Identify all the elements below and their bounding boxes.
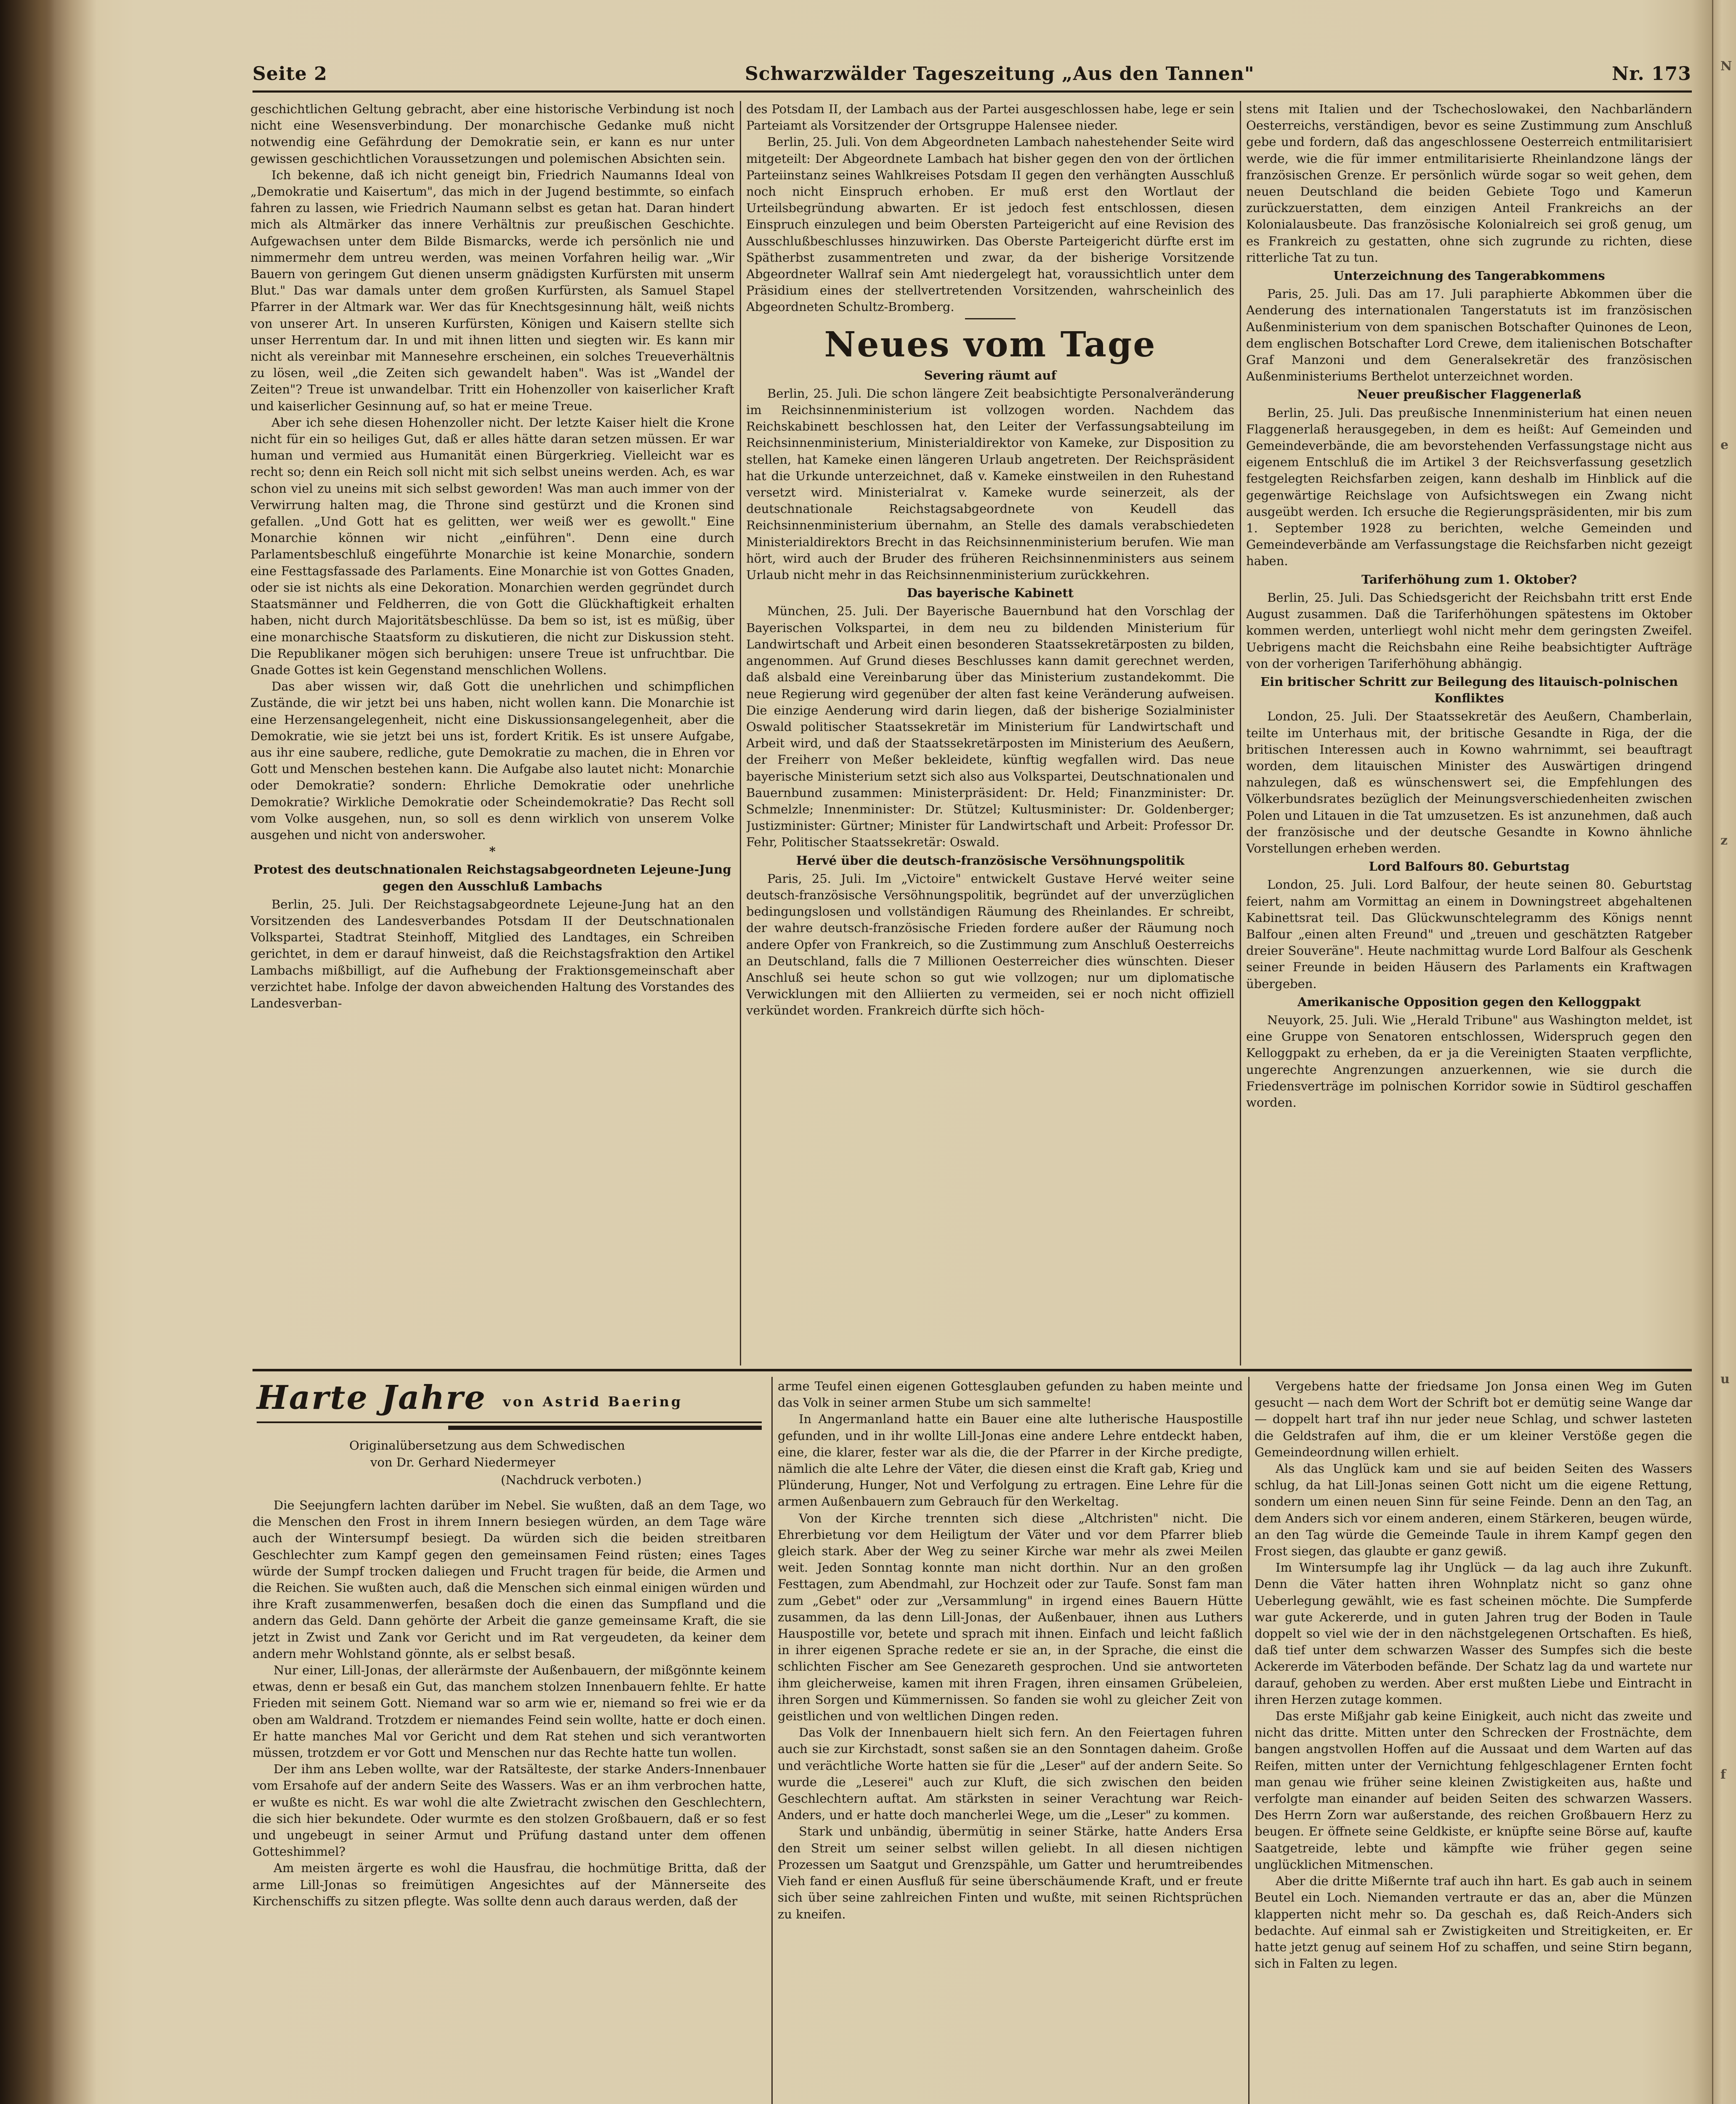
paragraph: Berlin, 25. Juli. Der Reichstagsabgeordnete Lejeune-Jung hat an den Vorsitzenden des Landesverbandes Potsdam II der Deutschnationalen Volkspartei, Stadtrat Steinhoff, Mitglied des Landtages, ein Schreiben gerichtet, in dem er darauf hinweist, daß die Reichstagsfraktion den Artikel Lambachs mißbilligt, auf die Aufhebung der Fraktionsgemeinschaft aber verzichtet habe. Infolge der davon abweichenden Haltung des Vorstandes des Landesverban- (250, 897, 734, 1010)
paragraph: Der ihm ans Leben wollte, war der Ratsälteste, der starke Anders-Innenbauer vom Ersahofe auf der andern Seite des Wassers. Was er an ihm verbrochen hatte, er wußte es nicht. Es war wohl die alte Zwietracht zwischen den Geschlechtern, die sich hier bekundete. Oder wurmte es den stolzen Großbauern, daß er so fest und ungebeugt in seiner Armut und Prüfung dastand unter dem offenen Gotteshimmel? (253, 1762, 766, 1859)
paragraph: Paris, 25. Juli. Im „Victoire" entwickelt Gustave Hervé weiter seine deutsch-französische Versöhnungspolitik, begründet auf der unverzüglichen bedingungslosen und vollständigen Räumung des Rheinlandes. Er schreibt, der wahre deutsch-französische Frieden fordere außer der Räumung noch andere Opfer von Frankreich, so die Zustimmung zum Anschluß Oesterreichs an Deutschland, falls die 7 Millionen Oesterreicher dies wünschten. Dieser Anschluß sei heute schon so gut wie vollzogen; nur um diplomatische Verwicklungen mit den Alliierten zu vermeiden, sei er noch nicht offiziell verkündet worden. Frankreich dürfte sich höch- (746, 871, 1234, 1018)
article-headline: Hervé über die deutsch-französische Versöhnungspolitik (796, 853, 1185, 868)
column-3 (1246, 101, 1692, 1365)
adjacent-page-glyph: f (1720, 1767, 1726, 1782)
section-rule (965, 318, 1016, 319)
paragraph: stens mit Italien und der Tschechoslowakei, den Nachbarländern Oesterreichs, verständigen, bevor es seine Zustimmung zum Anschluß gebe und fordern, daß das angeschlossene Oesterreich entmilitarisiert werde, wie die für immer entmilitarisierte Rheinlandzone längs der französischen Grenze. Er persönlich würde sogar so weit gehen, dem neuen Deutschland die beiden Gebiete Togo und Kamerun zurückzuerstatten, dem einzigen Anteil Frankreichs an der Kolonialausbeute. Das französische Kolonialreich sei groß genug, um es Frankreich zu gestatten, ohne sich zugrunde zu richten, diese ritterliche Tat zu tun. (1246, 102, 1692, 265)
separator-star: * (489, 844, 496, 859)
adjacent-page-glyph: u (1720, 1372, 1730, 1387)
section-title: Neues vom Tage (824, 324, 1156, 365)
column-1 (250, 101, 734, 1365)
article-headline: Unterzeichnung des Tangerabkommens (1333, 268, 1605, 283)
story-subtitle: Originalübersetzung aus dem Schwedischen (349, 1438, 625, 1453)
paragraph: Neuyork, 25. Juli. Wie „Herald Tribune" aus Washington meldet, ist eine Gruppe von Senatoren entschlossen, Widerspruch gegen den Kelloggpakt zu erheben, da er ja die Vereinigten Staaten verpflichte, ungerechte Angrenzungen anzuerkennen, wie sie durch die Friedensverträge im polnischen Korridor sowie in Südtirol geschaffen worden. (1246, 1012, 1692, 1110)
paragraph: Das Volk der Innenbauern hielt sich fern. An den Feiertagen fuhren auch sie zur Kirchstadt, sonst saßen sie an den Sonntagen daheim. Große und verächtliche Worte hatten sie für die „Leser" auf der andern Seite. So wurde die „Leserei" auch zur Kluft, die sich zwischen den beiden Geschlechtern auftat. Am stärksten in seiner Verachtung war Reich-Anders, und er hatte doch mancherlei Wege, um die „Leser" zu kommen. (778, 1725, 1243, 1822)
paragraph: London, 25. Juli. Der Staatssekretär des Aeußern, Chamberlain, teilte im Unterhaus mit, der britische Gesandte in Riga, der die britischen Interessen auch in Kowno wahrnimmt, sei beauftragt worden, dem litauischen Minister des Auswärtigen dringend nahzulegen, daß es wünschenswert sei, die Empfehlungen des Völkerbundsrates bezüglich der Meinungsverschiedenheiten zwischen Polen und Litauen in die Tat umzusetzen. Es ist anzunehmen, daß auch der französische und der deutsche Gesandte in Kowno ähnliche Vorstellungen erheben werden. (1246, 709, 1692, 855)
book-spine (0, 0, 55, 2104)
adjacent-page-glyph: e (1720, 438, 1729, 452)
column-divider (740, 101, 741, 1365)
paragraph: Aber die dritte Mißernte traf auch ihn hart. Es gab auch in seinem Beutel ein Loch. Niemanden vertraute er das an, aber die Münzen klapperten nicht mehr so. Da geschah es, daß Reich-Anders sich bedachte. Auf einmal sah er Zwistigkeiten und Streitigkeiten, er. Er hatte jetzt genug auf seinem Hof zu schaffen, und seine Stirn begann, sich in Falten zu legen. (1255, 1874, 1692, 1971)
story-author: von Astrid Baering (503, 1394, 683, 1410)
column-divider (1240, 101, 1241, 1365)
paragraph: des Potsdam II, der Lambach aus der Partei ausgeschlossen habe, lege er sein Parteiamt als Vorsitzender der Ortsgruppe Halensee nieder. (746, 102, 1234, 133)
story-column-3 (1255, 1378, 1692, 2104)
paragraph: Vergebens hatte der friedsame Jon Jonsa einen Weg im Guten gesucht — nach dem Wort der Schrift bot er demütig seine Wange dar — doppelt hart traf ihn nur jeder neue Schlag, und schwer lasteten die Geldstrafen auf ihm, die er um kleiner Verstöße gegen die Gemeindeordnung willen erhielt. (1255, 1379, 1692, 1459)
article-headline: Tariferhöhung zum 1. Oktober? (1361, 572, 1577, 587)
paragraph: Berlin, 25. Juli. Das Schiedsgericht der Reichsbahn tritt erst Ende August zusammen. Daß die Tariferhöhungen spätestens im Oktober kommen werden, unterliegt wohl nicht mehr dem geringsten Zweifel. Uebrigens macht die Reichsbahn eine Reihe beabsichtigter Aufträge von der vorherigen Tariferhöhung abhängig. (1246, 590, 1692, 671)
paragraph: Von der Kirche trennten sich diese „Altchristen" nicht. Die Ehrerbietung vor dem Heiligtum der Väter und vor dem Pfarrer blieb gleich stark. Aber der Weg zu seiner Kirche war mehr als zwei Meilen weit. Jeden Sonntag konnte man nicht dorthin. Nur an den großen Festtagen, zum Abendmahl, zur Hochzeit oder zur Taufe. Sonst fam man zum „Gebet" oder zur „Versammlung" in irgend eines Bauern Hütte zusammen, da las denn Lill-Jonas, der Außenbauer, ihnen aus Luthers Hauspostille vor, betete und sprach mit ihnen. Einfach und leicht faßlich in ihrer eigenen Sprache redete er sie an, in der Sprache, die einst die schlichten Fischer am See Genezareth gesprochen. Und sie antworteten ihm gleicherweise, kamen mit ihren Fragen, ihren einsamen Grübeleien, ihren Sorgen und Kümmernissen. So fanden sie wohl zu gleicher Zeit von geistlichen und von weltlichen Dingen reden. (778, 1511, 1243, 1724)
paragraph: In Angermanland hatte ein Bauer eine alte lutherische Hauspostille gefunden, und in ihr wollte Lill-Jonas eine andere Lehre entdeckt haben, eine, die klarer, fester war als die, die der Pfarrer in der Kirche predigte, nämlich die alte Lehre der Väter, die diesen einst die Kraft gab, Krieg und Plünderung, Hunger, Not und Verfolgung zu ertragen. Eine Lehre für die armen Außenbauern zum Gebrauch für den Werkeltag. (778, 1412, 1243, 1509)
column-divider (771, 1377, 773, 2104)
story-column-1 (253, 1497, 766, 2104)
paragraph: Ich bekenne, daß ich nicht geneigt bin, Friedrich Naumanns Ideal von „Demokratie und Kaisertum", das mich in der Jugend bestimmte, so einfach fahren zu lassen, wie Friedrich Naumann selbst es getan hat. Daran hindert mich als Altmärker das innere Verhältnis zur preußischen Geschichte. Aufgewachsen unter dem Bilde Bismarcks, werde ich persönlich nie und nimmermehr dem untreu werden, was meinen Vorfahren heilig war. „Wir Bauern von geringem Gut dienen unserm gnädigsten Kurfürsten mit unserm Blut." Das war damals unter dem großen Kurfürsten, als Samuel Stapel Pfarrer in der Altmark war. Wer das für Knechtsgesinnung hält, weiß nichts von unserer Art. In unseren Kurfürsten, Königen und Kaisern stellte sich unser Herrentum dar. In und mit ihnen litten und siegten wir. Es kann mir nicht als vereinbar mit Mannesehre erscheinen, ein solches Treueverhältnis zu lösen, weil „die Zeiten sich gewandelt haben". Was ist „Wandel der Zeiten"? Treue ist unwandelbar. Tritt ein Hohenzoller von kaiserlicher Kraft und kaiserlicher Gesinnung auf, so hat er meine Treue. (250, 167, 734, 413)
story-translator: von Dr. Gerhard Niedermeyer (370, 1455, 556, 1469)
adjacent-page-edge (1712, 0, 1736, 2104)
paragraph: arme Teufel einen eigenen Gottesglauben gefunden zu haben meinte und das Volk in seiner armen Stube um sich sammelte! (778, 1379, 1243, 1410)
title-rule (257, 1421, 762, 1423)
newspaper-page (55, 0, 1712, 2104)
issue-number: Nr. 173 (1612, 63, 1691, 85)
paragraph: Am meisten ärgerte es wohl die Hausfrau, die hochmütige Britta, daß der arme Lill-Jonas so freimütigen Angesichtes auf der Männerseite des Kirchenschiffs zu sitzen pflegte. Was sollte denn auch daraus werden, daß der (253, 1861, 766, 1908)
paragraph: Berlin, 25. Juli. Das preußische Innenministerium hat einen neuen Flaggenerlaß herausgegeben, in dem es heißt: Auf Gemeinden und Gemeindeverbände, die am bevorstehenden Verfassungstage nicht aus eigenem Entschluß die im Artikel 3 der Reichsverfassung gesetzlich festgelegten Reichsfarben zeigen, kann deshalb im Hinblick auf die gegenwärtige Reichslage von Aufsichtswegen ein Zwang nicht ausgeübt werden. Ich ersuche die Regierungspräsidenten, mir bis zum 1. September 1928 zu berichten, welche Gemeinden und Gemeindeverbände am Verfassungstage die Reichsfarben nicht gezeigt haben. (1246, 405, 1692, 569)
story-title: Harte Jahre (257, 1379, 487, 1417)
paragraph: Das erste Mißjahr gab keine Einigkeit, auch nicht das zweite und nicht das dritte. Mitten unter den Schrecken der Frostnächte, dem bangen angstvollen Hoffen auf die Aussaat und dem Warten auf das Reifen, mitten unter der Vernichtung fehlgeschlagener Ernten focht man genau wie früher seine kleinen Zwistigkeiten aus, haßte und verfolgte man einander auf beiden Seiten des schwarzen Wassers. Des Herrn Zorn war außerstande, des reichen Großbauern Herz zu beugen. Er öffnete seine Geldkiste, er knüpfte seine Börse auf, kaufte Saatgetreide, lebte und kämpfte wie früher gegen seine unglücklichen Mitmenschen. (1255, 1709, 1692, 1872)
column-2 (746, 101, 1234, 1365)
article-headline: Ein britischer Schritt zur Beilegung des litauisch-polnischen Konfliktes (1260, 674, 1678, 706)
article-headline: Das bayerische Kabinett (907, 586, 1074, 600)
paragraph: geschichtlichen Geltung gebracht, aber eine historische Verbindung ist noch nicht eine Wesensverbindung. Der monarchische Gedanke muß nicht notwendig eine Gefährdung der Demokratie sein, er kann es nur unter gewissen geschichtlichen Voraussetzungen und polemischen Absichten sein. (250, 102, 734, 166)
title-rule (448, 1426, 762, 1430)
article-headline: Severing räumt auf (924, 368, 1057, 383)
paragraph: München, 25. Juli. Der Bayerische Bauernbund hat den Vorschlag der Bayerischen Volkspartei, in dem neu zu bildenden Ministerium für Landwirtschaft und Arbeit einen besonderen Staatssekretärposten zu bilden, angenommen. Auf Grund dieses Beschlusses kann damit gerechnet werden, daß alsbald eine Vereinbarung über das Ministerium zustandekommt. Die neue Regierung wird gegenüber der alten fast keine Veränderung aufweisen. Die einzige Aenderung wird darin liegen, daß der bisherige Sozialminister Oswald politischer Staatssekretär im Ministerium für Landwirtschaft und Arbeit wird, und daß der Staatssekretärposten im Ministerium des Aeußern, der Freiherr von Meßer bekleidete, künftig wegfallen wird. Das neue bayerische Ministerium setzt sich also aus Volkspartei, Deutschnationalen und Bauernbund zusammen: Ministerpräsident: Dr. Held; Finanzminister: Dr. Schmelzle; Innenminister: Dr. Stützel; Kultusminister: Dr. Goldenberger; Justizminister: Gürtner; Minister für Landwirtschaft und Arbeit: Professor Dr. Fehr, Politischer Staatssekretär: Oswald. (746, 604, 1234, 850)
article-headline: Amerikanische Opposition gegen den Kelloggpakt (1297, 994, 1641, 1009)
paragraph: Die Seejungfern lachten darüber im Nebel. Sie wußten, daß an dem Tage, wo die Menschen den Frost in ihrem Innern besiegen würden, an dem Tage wäre auch der Wintersumpf besiegt. Da würden sich die beiden streitbaren Geschlechter zum Kampf gegen den gemeinsamen Feind rüsten; eines Tages würde der Sumpf trocken daliegen und Frucht tragen für beide, die Armen und die Reichen. Sie wußten auch, daß die Menschen sich einmal einigen würden und ihre Kraft zusammenwerfen, besaßen doch die einen das Sumpfland und die andern das Geld. Dann gehörte der Arbeit die ganze gemeinsame Kraft, die sie jetzt in Zwist und Zank vor Gericht und im Rat vergeudeten, da keiner dem andern mehr Wohlstand gönnte, als er selbst besaß. (253, 1498, 766, 1661)
article-headline: Protest des deutschnationalen Reichstagsabgeordneten Lejeune-Jung gegen den Ausschluß Lambachs (253, 862, 731, 893)
paragraph: Berlin, 25. Juli. Die schon längere Zeit beabsichtigte Personalveränderung im Reichsinnenministerium ist vollzogen worden. Nachdem das Reichskabinett beschlossen hat, den Leiter der Verfassungsabteilung im Reichsinnenministerium, Ministerialdirektor von Kameke, zur Disposition zu stellen, hat Kameke einen längeren Urlaub angetreten. Der Reichspräsident hat die Urkunde unterzeichnet, daß v. Kameke einstweilen in den Ruhestand versetzt wird. Ministerialrat v. Kameke wurde seinerzeit, als der deutschnationale Reichstagsabgeordnete von Keudell das Reichsinnenministerium übernahm, an Stelle des damals verabschiedeten Ministerialdirektors Brecht in das Reichsinnenministerium berufen. Wie man hört, wird auch der Bruder des früheren Reichsinnenministers aus seinem Urlaub nicht mehr in das Reichsinnenministerium zurückkehren. (746, 386, 1234, 582)
paragraph: Als das Unglück kam und sie auf beiden Seiten des Wassers schlug, da hat Lill-Jonas seinen Gott nicht um die eigene Rettung, sondern um einen neuen Sinn für seine Feinde. Denn an den Tag, an dem Anders sich vor einem anderen, einem Stärkeren, beugen würde, an den Tag würde die Gemeinde Taule in ihrem Kampf gegen den Frost siegen, das glaubte er ganz gewiß. (1255, 1461, 1692, 1559)
paragraph: Im Wintersumpfe lag ihr Unglück — da lag auch ihre Zukunft. Denn die Väter hatten ihren Wohnplatz nicht so ganz ohne Ueberlegung gewählt, wie es fast scheinen möchte. Die Sumpferde war gute Ackererde, und in guten Jahren trug der Boden in Taule doppelt so viel wie der in den nächstgelegenen Ortschaften. Es hieß, daß tief unter dem schwarzen Wasser des Sumpfes sich die beste Ackererde im Väterboden befände. Der Schatz lag da und wartete nur darauf, gehoben zu werden. Aber erst mußten Liebe und Eintracht in ihren Herzen zutage kommen. (1255, 1560, 1692, 1707)
paragraph: Paris, 25. Juli. Das am 17. Juli paraphierte Abkommen über die Aenderung des internationalen Tangerstatuts ist im französischen Außenministerium von dem spanischen Botschafter Quinones de Leon, dem englischen Botschafter Lord Crewe, dem italienischen Botschafter Graf Manzoni und dem Generalsekretär des französischen Außenministeriums Berthelot unterzeichnet worden. (1246, 287, 1692, 384)
page-number: Seite 2 (253, 63, 327, 85)
newspaper-masthead: Schwarzwälder Tageszeitung „Aus den Tannen" (745, 63, 1255, 85)
reprint-notice: (Nachdruck verboten.) (501, 1473, 642, 1487)
article-headline: Lord Balfours 80. Geburtstag (1369, 859, 1570, 874)
column-divider (1248, 1377, 1249, 2104)
paragraph: London, 25. Juli. Lord Balfour, der heute seinen 80. Geburtstag feiert, nahm am Vormittag an einem in Downingstreet abgehaltenen Kabinettsrat teil. Das Glückwunschtelegramm des Königs nennt Balfour „einen alten Freund" und „treuen und geschätzten Ratgeber dreier Souveräne". Heute nachmittag wurde Lord Balfour als Geschenk seiner Freunde in beiden Häusern des Parlaments ein Kraftwagen übergeben. (1246, 877, 1692, 991)
paragraph: Das aber wissen wir, daß Gott die unehrlichen und schimpflichen Zustände, die wir jetzt bei uns haben, nicht wollen kann. Die Monarchie ist eine Herzensangelegenheit, nicht eine Diskussionsangelegenheit, aber die Demokratie, wie sie jetzt bei uns ist, fordert Kritik. Es ist unsere Aufgabe, aus ihr eine saubere, redliche, gute Demokratie zu machen, die in Ehren vor Gott und Menschen bestehen kann. Die Aufgabe also lautet nicht: Monarchie oder Demokratie? sondern: Ehrliche Demokratie oder unehrliche Demokratie? Wirkliche Demokratie oder Scheindemokratie? Das Recht soll vom Volke ausgehen, nun, so soll es denn wirklich von unserem Volke ausgehen und nicht von anderswoher. (250, 679, 734, 842)
article-headline: Neuer preußischer Flaggenerlaß (1357, 387, 1582, 402)
paragraph: Stark und unbändig, übermütig in seiner Stärke, hatte Anders Ersa den Streit um seiner selbst willen geliebt. In all diesen nichtigen Prozessen um Saatgut und Grenzspähle, um Gatter und herumtreibendes Vieh fand er einen Ausfluß für seine überschäumende Kraft, und er freute sich über seine zahlreichen Finten und wußte, mit seinen Richtsprüchen zu kneifen. (778, 1824, 1243, 1921)
adjacent-page-glyph: z (1720, 833, 1728, 848)
adjacent-page-glyph: N (1720, 59, 1732, 74)
header-rule (253, 90, 1692, 93)
story-column-2 (778, 1378, 1243, 2104)
paragraph: Berlin, 25. Juli. Von dem Abgeordneten Lambach nahestehender Seite wird mitgeteilt: Der Abgeordnete Lambach hat bisher gegen den von der örtlichen Parteiinstanz seines Wahlkreises Potsdam II gegen den verhängten Ausschluß noch nicht Einspruch erhoben. Er muß erst den Wortlaut der Urteilsbegründung abwarten. Er ist jedoch fest entschlossen, diesen Einspruch einzulegen und beim Obersten Parteigericht auf eine Revision des Ausschlußbeschlusses hinzuwirken. Das Oberste Parteigericht dürfte erst im Spätherbst zusammentreten und zwar, da der bisherige Vorsitzende Abgeordneter Wallraf sein Amt niedergelegt hat, voraussichtlich unter dem Präsidium eines der stellvertretenden Vorsitzenden, wahrscheinlich des Abgeordneten Schultz-Bromberg. (746, 135, 1234, 314)
feuilleton-rule (253, 1369, 1692, 1371)
paragraph: Nur einer, Lill-Jonas, der allerärmste der Außenbauern, der mißgönnte keinem etwas, denn er besaß ein Gut, das manchem stolzen Innenbauern fehlte. Er hatte Frieden mit seinem Gott. Niemand war so arm wie er, niemand so frei wie er da oben am Waldrand. Trotzdem er niemandes Feind sein wollte, hatte er doch einen. Er hatte manches Mal vor Gericht und dem Rat stehen und sich verantworten müssen, trotzdem er vor Gott und Menschen nur das Rechte hatte tun wollen. (253, 1663, 766, 1760)
paragraph: Aber ich sehe diesen Hohenzoller nicht. Der letzte Kaiser hielt die Krone nicht für ein so heiliges Gut, daß er alles hätte daran setzen müssen. Er war human und vermied aus Humanität einen Bürgerkrieg. Vielleicht war es recht so; denn ein Reich soll nicht mit sich selbst uneins werden. Ach, es war schon viel zu uneins mit sich selbst geworden! Was man auch immer von der Verwirrung halten mag, die Throne sind gestürzt und die Kronen sind gefallen. „Und Gott hat es gelitten, wer weiß wer es gewollt." Eine Monarchie können wir nicht „einführen". Denn eine durch Parlamentsbeschluß eingeführte Monarchie ist keine Monarchie, sondern eine Festtagsfassade des Parlaments. Eine Monarchie ist von Gottes Gnaden, oder sie ist nichts als eine Dekoration. Monarchien werden gegründet durch Staatsmänner und Feldherren, die von Gott die Glückhaftigkeit erhalten haben, nicht durch Majoritätsbeschlüsse. Da bem so ist, ist es müßig, über eine monarchische Staatsform zu diskutieren, die nicht zur Diskussion steht. Die Republikaner mögen sich beruhigen: unsere Treue ist unfruchtbar. Die Gnade Gottes ist kein Gegenstand menschlichen Wollens. (250, 415, 734, 677)
